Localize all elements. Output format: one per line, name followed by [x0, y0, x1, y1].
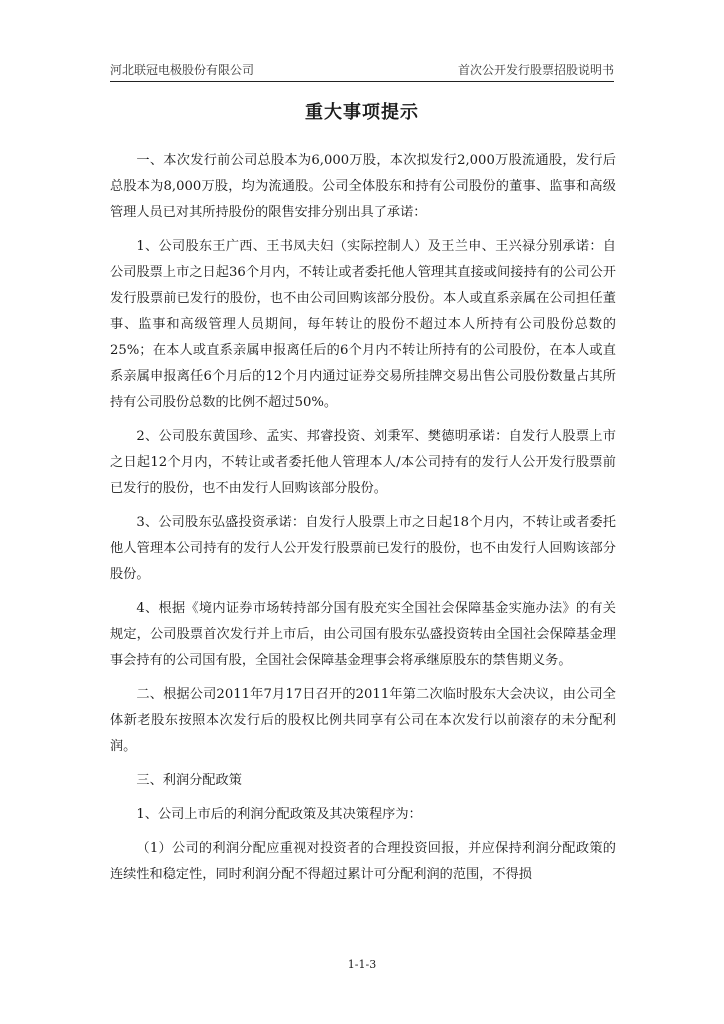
page-header — [110, 60, 614, 82]
paragraph-hongsheng-lockup-18m: 3、公司股东弘盛投资承诺：自发行人股票上市之日起18个月内，不转让或者委托他人管理本公司持有的发行人公开发行股票前已发行的股份，也不由发行人回购该部分股份。 — [110, 515, 616, 582]
header-document-title: 首次公开发行股票招股说明书 — [457, 63, 614, 77]
page-number: 1-1-3 — [347, 958, 377, 971]
paragraph-dividend-policy-item-1: （1）公司的利润分配应重视对投资者的合理投资回报，并应保持利润分配政策的连续性和稳定性，同时利润分配不得超过累计可分配利润的范围，不得损 — [110, 841, 616, 882]
document-body — [110, 148, 616, 896]
paragraph-share-capital: 一、本次发行前公司总股本为6,000万股，本次拟发行2,000万股流通股，发行后总股本为8,000万股，均为流通股。公司全体股东和持有公司股份的董事、监事和高级管理人员已对其所持股份的限售安排分别出具了承诺： — [110, 153, 616, 220]
paragraph-dividend-policy-intro: 1、公司上市后的利润分配政策及其决策程序为： — [136, 807, 422, 822]
header-company-name: 河北联冠电极股份有限公司 — [110, 63, 255, 77]
paragraph-dividend-policy-heading: 三、利润分配政策 — [136, 773, 242, 788]
paragraph-state-share-transfer: 4、根据《境内证券市场转持部分国有股充实全国社会保障基金实施办法》的有关规定，公司股票首次发行并上市后，由公司国有股东弘盛投资转由全国社会保障基金理事会持有的公司国有股，全国社会保障基金理事会将承继原股东的禁售期义务。 — [110, 601, 616, 668]
section-title: 重大事项提示 — [305, 102, 419, 123]
paragraph-retained-profits: 二、根据公司2011年7月17日召开的2011年第二次临时股东大会决议，由公司全体新老股东按照本次发行后的股权比例共同享有公司在本次发行以前滚存的未分配利润。 — [110, 687, 616, 754]
paragraph-shareholders-lockup-12m: 2、公司股东黄国珍、孟实、邦睿投资、刘秉军、樊德明承诺：自发行人股票上市之日起12个月内，不转让或者委托他人管理本人/本公司持有的发行人公开发行股票前已发行的股份，也不由发行人回购该部分股份。 — [110, 429, 616, 496]
paragraph-controller-lockup: 1、公司股东王广西、王书凤夫妇（实际控制人）及王兰申、王兴禄分别承诺：自公司股票上市之日起36个月内，不转让或者委托他人管理其直接或间接持有的公司公开发行股票前已发行的股份，也不由公司回购该部分股份。本人或直系亲属在公司担任董事、监事和高级管理人员期间，每年转让的股份不超过本人所持有公司股份总数的25%；在本人或直系亲属申报离任后的6个月内不转让所持有的公司股份，在本人或直系亲属申报离任6个月后的12个月内通过证券交易所挂牌交易出售公司股份数量占其所持有公司股份总数的比例不超过50%。 — [110, 239, 616, 410]
